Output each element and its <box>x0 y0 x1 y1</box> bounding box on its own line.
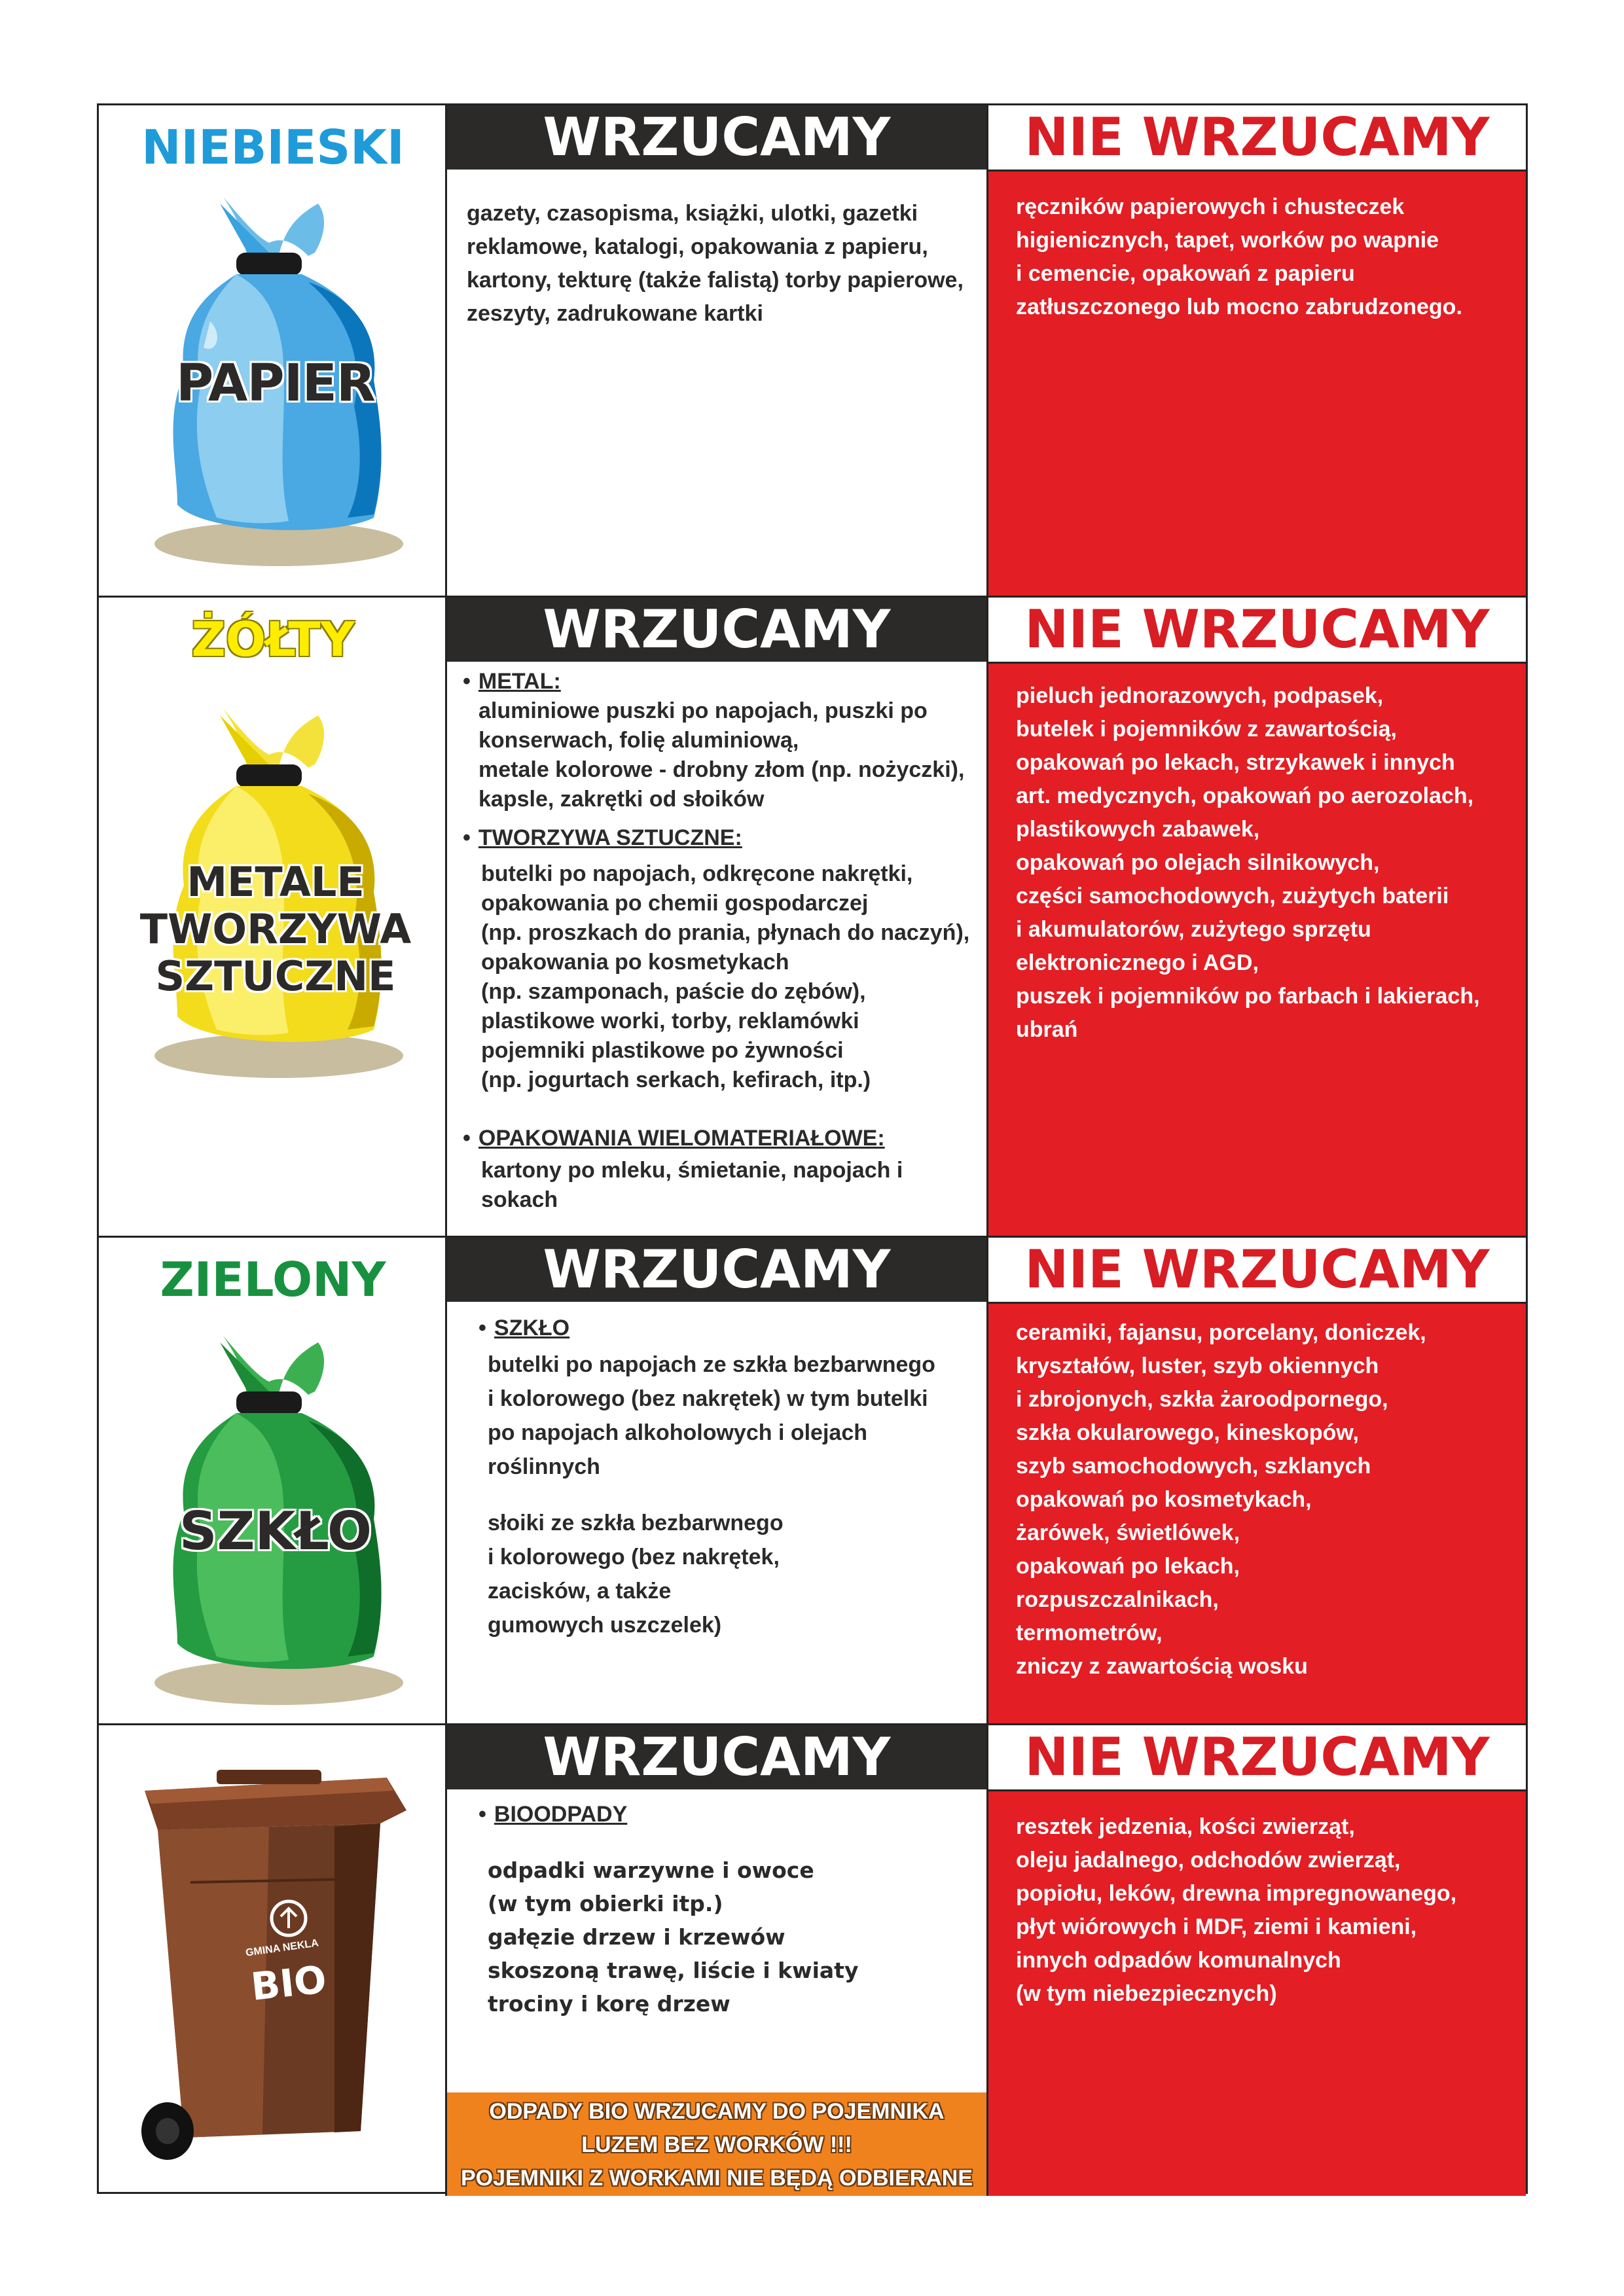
bag-cell-metal-plastic <box>99 598 447 1236</box>
yellow-bag-icon <box>138 702 413 1082</box>
bio-notice-line-1: ODPADY BIO WRZUCAMY DO POJEMNIKA <box>489 2099 945 2124</box>
header-nie-wrzucamy: NIE WRZUCAMY <box>988 598 1526 664</box>
no-text-glass: ceramiki, fajansu, porcelany, doniczek, kryształów, luster, szyb okiennych i zbrojonych, szkła żaroodpornego, szkła okularowego, kineskopów, szyb samochodowych, szklanych opakowań po kosmetykach, żarówek, świetlówek, opakowań po lekach, rozpuszczalnikach, termometrów, zniczy z zawartością wosku <box>1016 1320 1426 1679</box>
section-text-plastic: butelki po napojach, odkręcone nakrętki, opakowania po chemii gospodarczej (np. proszkach do prania, płynach do naczyń), opakowania po kosmetykach (np. szamponach, paście do zębów), plastikowe worki, torby, reklamówki pojemniki plastikowe po żywności (np. jogurtach serkach, kefirach, itp.) <box>481 861 970 1092</box>
yes-list-bio <box>471 1799 973 2020</box>
bag-cell-glass <box>99 1238 447 1723</box>
color-name-yellow: ŻÓŁTY <box>191 612 355 667</box>
yes-cell-paper <box>447 105 988 596</box>
bin-cell-bio <box>99 1725 447 2196</box>
yes-list-metal-plastic <box>455 667 973 1215</box>
bag-label-plastic-2: SZTUCZNE <box>155 952 396 1000</box>
yes-list-glass <box>471 1311 973 1642</box>
section-text-glass-2: słoiki ze szkła bezbarwnego i kolorowego (bez nakrętek, zacisków, a także gumowych uszczelek) <box>488 1511 784 1638</box>
row-bio <box>99 1725 1526 2196</box>
no-cell-glass <box>988 1238 1526 1723</box>
row-metal-plastic <box>99 598 1526 1238</box>
bin-label-bio: BIO <box>249 1957 329 2009</box>
yes-cell-metal-plastic <box>447 598 988 1236</box>
bag-label-glass: SZKŁO <box>179 1501 372 1562</box>
bag-cell-paper <box>99 105 447 596</box>
section-text-metal: aluminiowe puszki po napojach, puszki po konserwach, folię aluminiową, metale kolorowe - drobny złom (np. nożyczki), kapsle, zakrętki od słoików <box>478 698 965 812</box>
color-name-green: ZIELONY <box>160 1252 386 1307</box>
section-title-bio: • BIOODPADY <box>478 1799 973 1830</box>
section-text-multimaterial: kartony po mleku, śmietanie, napojach i sokach <box>481 1158 903 1212</box>
no-text-bio: resztek jedzenia, kości zwierząt, oleju jadalnego, odchodów zwierząt, popiołu, leków, drewna impregnowanego, płyt wiórowych i MDF, ziemi i kamieni, innych odpadów komunalnych (w tym niebezpiecznych) <box>1016 1814 1457 2006</box>
section-title-glass: • SZKŁO <box>478 1311 973 1345</box>
waste-sorting-table <box>97 103 1528 2194</box>
bio-notice-line-3: POJEMNIKI Z WORKAMI NIE BĘDĄ ODBIERANE <box>460 2166 973 2191</box>
row-paper <box>99 105 1526 598</box>
green-bag-icon <box>138 1329 413 1709</box>
header-wrzucamy: WRZUCAMY <box>447 598 986 662</box>
header-wrzucamy: WRZUCAMY <box>447 1725 986 1789</box>
bag-label-plastic-1: TWORZYWA <box>139 905 412 953</box>
row-glass <box>99 1238 1526 1725</box>
color-name-blue: NIEBIESKI <box>141 120 405 175</box>
bin-small-text: GMINA NEKLA <box>245 1937 319 1959</box>
yes-text-paper: gazety, czasopisma, książki, ulotki, gazetki reklamowe, katalogi, opakowania z papieru, kartony, tekturę (także falistą) torby papierowe, zeszyty, zadrukowane kartki <box>467 201 964 326</box>
yes-cell-bio <box>447 1725 988 2196</box>
bio-notice-box <box>447 2092 986 2196</box>
section-title-plastic: • TWORZYWA SZTUCZNE: <box>463 823 973 853</box>
no-cell-bio <box>988 1725 1526 2196</box>
header-nie-wrzucamy: NIE WRZUCAMY <box>988 105 1526 171</box>
header-nie-wrzucamy: NIE WRZUCAMY <box>988 1725 1526 1791</box>
section-title-metal: • METAL: <box>463 667 973 696</box>
header-wrzucamy: WRZUCAMY <box>447 105 986 170</box>
no-cell-paper <box>988 105 1526 596</box>
bio-notice-line-2: LUZEM BEZ WORKÓW !!! <box>581 2132 852 2157</box>
header-nie-wrzucamy: NIE WRZUCAMY <box>988 1238 1526 1304</box>
section-text-bio: odpadki warzywne i owoce (w tym obierki itp.) gałęzie drzew i krzewów skoszoną trawę, liście i kwiaty trociny i korę drzew <box>488 1857 859 2017</box>
section-title-multimaterial: • OPAKOWANIA WIELOMATERIAŁOWE: <box>463 1124 973 1153</box>
bag-label-metal: METALE <box>187 858 365 906</box>
no-text-paper: ręczników papierowych i chusteczek higienicznych, tapet, worków po wapnie i cemencie, opakowań z papieru zatłuszczonego lub mocno zabrudzonego. <box>1016 194 1462 319</box>
header-wrzucamy: WRZUCAMY <box>447 1238 986 1302</box>
yes-cell-glass <box>447 1238 988 1723</box>
no-text-metal-plastic: pieluch jednorazowych, podpasek, butelek i pojemników z zawartością, opakowań po lekach, strzykawek i innych art. medycznych, opakowań po aerozolach, plastikowych zabawek, opakowań po olejach silnikowych, części samochodowych, zużytych baterii i akumulatorów, zużytego sprzętu elektronicznego i AGD, puszek i pojemników po farbach i lakierach, ubrań <box>1016 683 1480 1042</box>
blue-bag-icon <box>138 190 413 570</box>
section-text-glass-1: butelki po napojach ze szkła bezbarwnego i kolorowego (bez nakrętek) w tym butelki po napojach alkoholowych i olejach roślinnych <box>488 1352 935 1479</box>
no-cell-metal-plastic <box>988 598 1526 1236</box>
bag-label-paper: PAPIER <box>176 354 375 413</box>
brown-bin-icon <box>118 1765 420 2183</box>
